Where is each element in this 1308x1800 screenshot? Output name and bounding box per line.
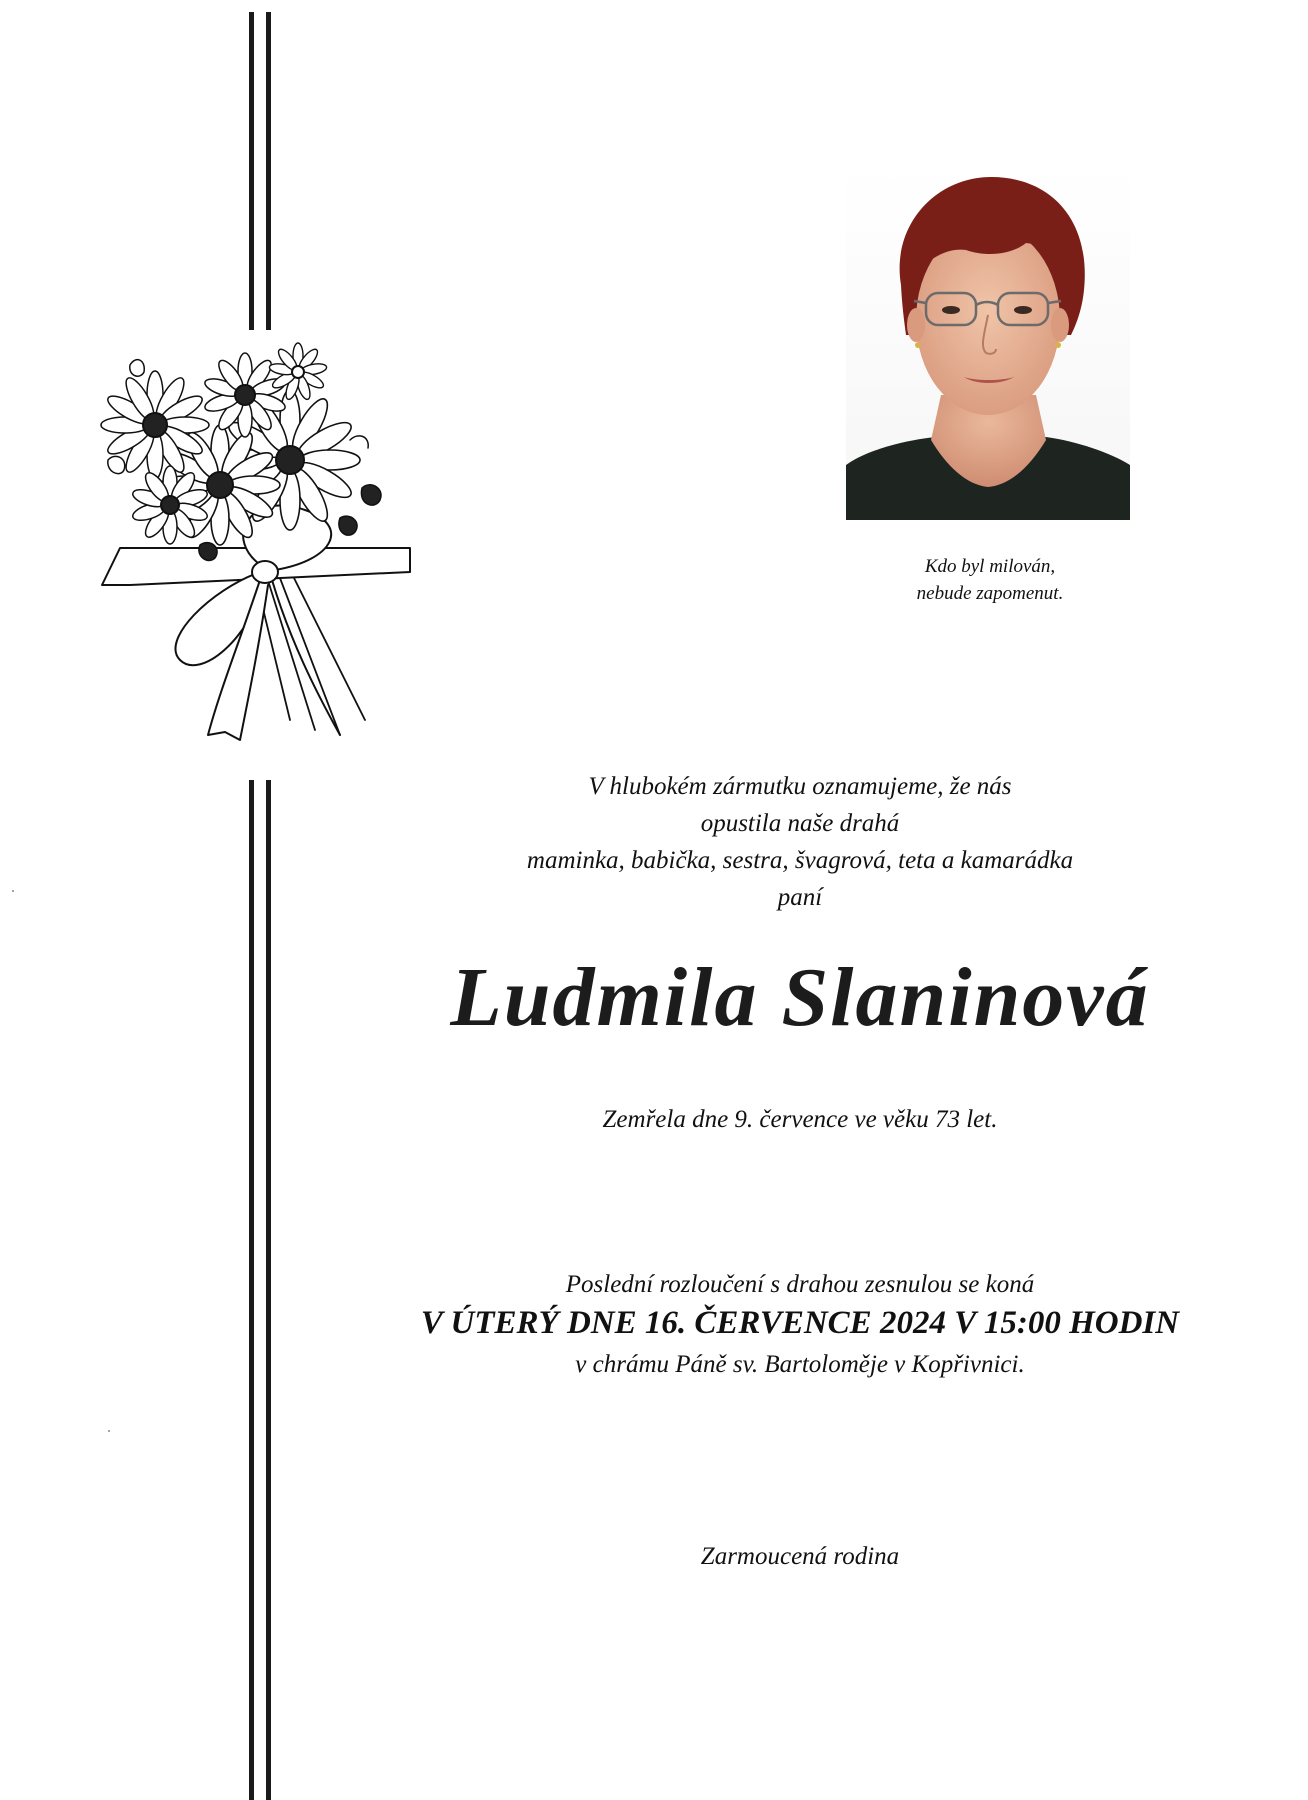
flower-bouquet-icon: [100, 340, 430, 750]
death-notice: Zemřela dne 9. července ve věku 73 let.: [602, 1106, 998, 1133]
scan-speck: [12, 890, 14, 892]
farewell-intro: Poslední rozloučení s drahou zesnulou se koná: [565, 1271, 1035, 1298]
motto-line-2: nebude zapomenut.: [916, 583, 1064, 604]
intro-line-4: paní: [777, 884, 823, 911]
farewell-date-time: V ÚTERÝ DNE 16. ČERVENCE 2024 V 15:00 HODIN: [420, 1305, 1180, 1341]
motto-line-1: Kdo byl milován,: [924, 556, 1056, 577]
vertical-rule-bottom-right: [266, 780, 271, 1800]
signature: Zarmoucená rodina: [700, 1543, 900, 1570]
scan-speck: [108, 1430, 110, 1432]
vertical-rule-top-right: [266, 12, 271, 330]
intro-line-1: V hlubokém zármutku oznamujeme, že nás: [588, 773, 1012, 800]
farewell-place: v chrámu Páně sv. Bartoloměje v Kopřivnici.: [575, 1351, 1025, 1378]
deceased-name: Ludmila Slaninová: [450, 951, 1150, 1044]
vertical-rule-bottom-left: [249, 780, 254, 1800]
deceased-portrait: [846, 165, 1130, 520]
announcement-intro: [300, 768, 1300, 916]
vertical-rule-top-left: [249, 12, 254, 330]
intro-line-3: maminka, babička, sestra, švagrová, teta a kamarádka: [526, 847, 1074, 874]
motto: [840, 553, 1140, 607]
intro-line-2: opustila naše drahá: [700, 810, 900, 837]
